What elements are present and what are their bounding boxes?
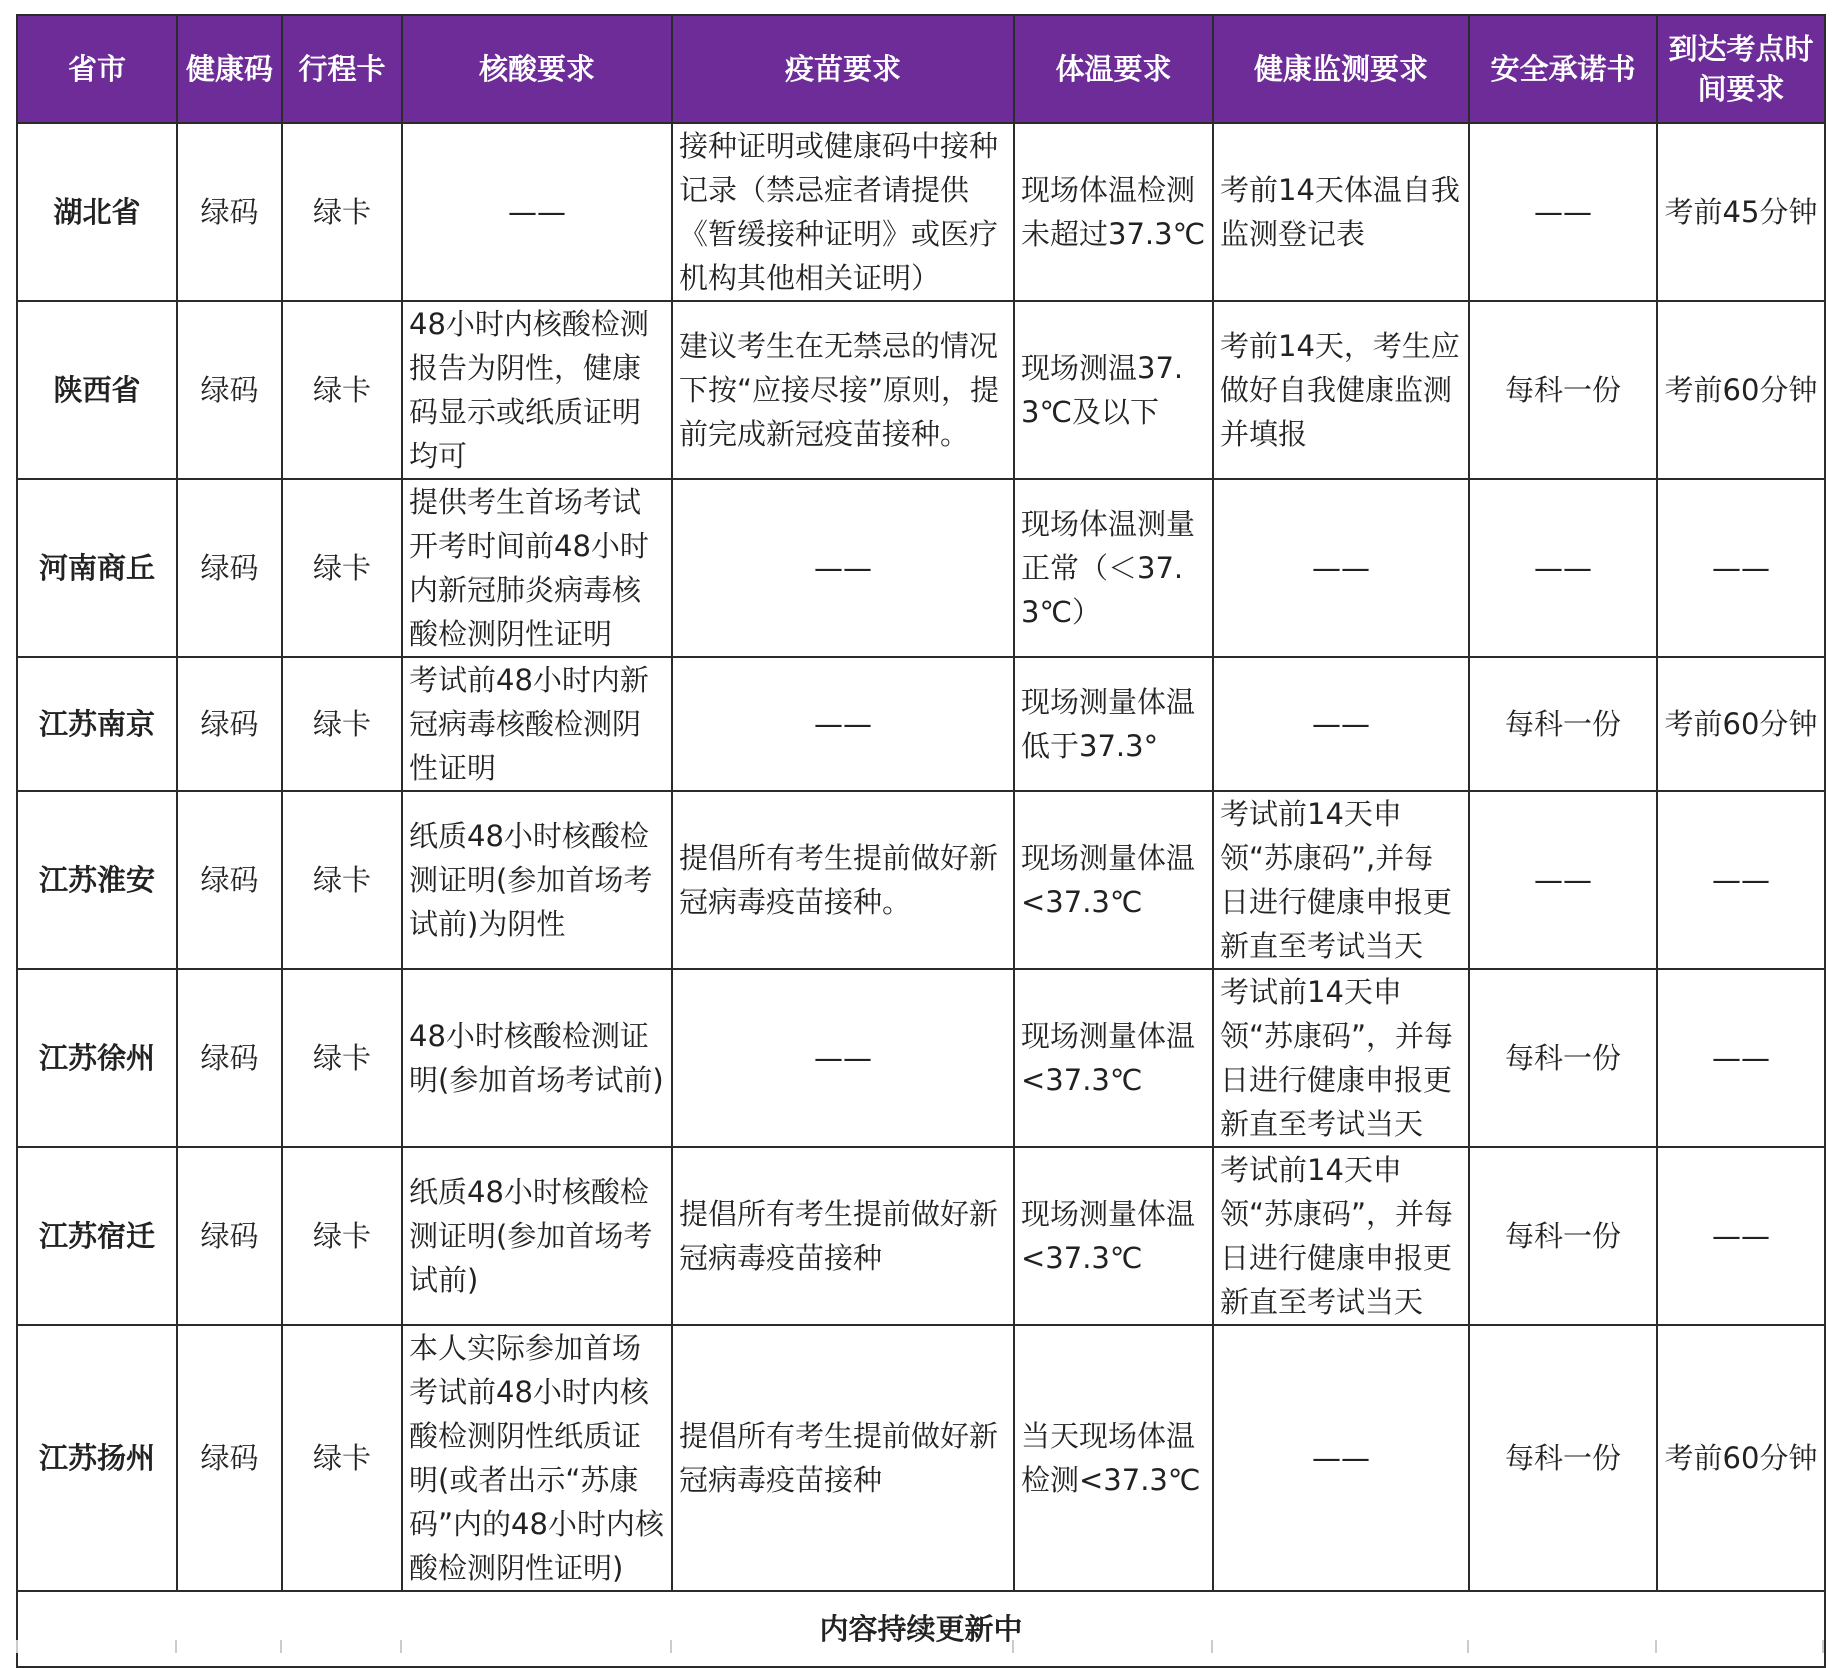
cell-monitoring: —— (1213, 479, 1469, 657)
cell-province: 陕西省 (17, 301, 177, 479)
cell-health-code: 绿码 (177, 301, 282, 479)
cell-temperature: 现场测量体温低于37.3° (1014, 657, 1213, 791)
cell-health-code: 绿码 (177, 657, 282, 791)
cell-province: 江苏徐州 (17, 969, 177, 1147)
cell-arrival: —— (1657, 479, 1825, 657)
cell-health-code: 绿码 (177, 791, 282, 969)
cell-monitoring: 考试前14天申领“苏康码”，并每日进行健康申报更新直至考试当天 (1213, 969, 1469, 1147)
cell-monitoring: 考前14天体温自我监测登记表 (1213, 123, 1469, 301)
cell-temperature: 当天现场体温检测<37.3℃ (1014, 1325, 1213, 1591)
cell-nucleic: 提供考生首场考试开考时间前48小时内新冠肺炎病毒核酸检测阴性证明 (402, 479, 672, 657)
cell-temperature: 现场测量体温<37.3℃ (1014, 969, 1213, 1147)
bottom-gridline-strip (16, 1640, 1824, 1653)
cell-monitoring: —— (1213, 657, 1469, 791)
cell-arrival: 考前60分钟 (1657, 657, 1825, 791)
cell-health-code: 绿码 (177, 479, 282, 657)
cell-monitoring: 考试前14天申领“苏康码”，并每日进行健康申报更新直至考试当天 (1213, 1147, 1469, 1325)
cell-arrival: —— (1657, 791, 1825, 969)
requirements-table-wrapper (16, 14, 1824, 1668)
cell-commitment: 每科一份 (1469, 969, 1657, 1147)
cell-commitment: 每科一份 (1469, 1147, 1657, 1325)
cell-vaccine: 提倡所有考生提前做好新冠病毒疫苗接种 (672, 1325, 1014, 1591)
cell-province: 河南商丘 (17, 479, 177, 657)
header-temperature: 体温要求 (1014, 15, 1213, 123)
cell-commitment: —— (1469, 123, 1657, 301)
cell-province: 江苏淮安 (17, 791, 177, 969)
cell-commitment: —— (1469, 791, 1657, 969)
table-row (17, 301, 1825, 479)
cell-province: 江苏南京 (17, 657, 177, 791)
cell-health-code: 绿码 (177, 1147, 282, 1325)
cell-temperature: 现场测量体温<37.3℃ (1014, 791, 1213, 969)
header-vaccine: 疫苗要求 (672, 15, 1014, 123)
cell-itinerary-card: 绿卡 (282, 791, 402, 969)
cell-arrival: —— (1657, 969, 1825, 1147)
cell-health-code: 绿码 (177, 969, 282, 1147)
table-row (17, 1147, 1825, 1325)
cell-itinerary-card: 绿卡 (282, 479, 402, 657)
cell-itinerary-card: 绿卡 (282, 301, 402, 479)
cell-province: 江苏扬州 (17, 1325, 177, 1591)
cell-arrival: 考前45分钟 (1657, 123, 1825, 301)
cell-monitoring: 考前14天，考生应做好自我健康监测并填报 (1213, 301, 1469, 479)
cell-nucleic: 考试前48小时内新冠病毒核酸检测阴性证明 (402, 657, 672, 791)
header-commitment: 安全承诺书 (1469, 15, 1657, 123)
table-row (17, 657, 1825, 791)
cell-vaccine: 提倡所有考生提前做好新冠病毒疫苗接种 (672, 1147, 1014, 1325)
footer-note: 内容持续更新中 (17, 1591, 1825, 1667)
cell-itinerary-card: 绿卡 (282, 123, 402, 301)
cell-nucleic: 纸质48小时核酸检测证明(参加首场考试前)为阴性 (402, 791, 672, 969)
cell-itinerary-card: 绿卡 (282, 1325, 402, 1591)
header-arrival: 到达考点时间要求 (1657, 15, 1825, 123)
header-monitoring: 健康监测要求 (1213, 15, 1469, 123)
cell-vaccine: —— (672, 479, 1014, 657)
cell-vaccine: 提倡所有考生提前做好新冠病毒疫苗接种。 (672, 791, 1014, 969)
cell-vaccine: 建议考生在无禁忌的情况下按“应接尽接”原则，提前完成新冠疫苗接种。 (672, 301, 1014, 479)
cell-commitment: 每科一份 (1469, 657, 1657, 791)
cell-monitoring: 考试前14天申领“苏康码”,并每日进行健康申报更新直至考试当天 (1213, 791, 1469, 969)
exam-requirements-table (16, 14, 1826, 1668)
cell-commitment: —— (1469, 479, 1657, 657)
cell-vaccine: 接种证明或健康码中接种记录（禁忌症者请提供《暂缓接种证明》或医疗机构其他相关证明） (672, 123, 1014, 301)
cell-commitment: 每科一份 (1469, 301, 1657, 479)
table-row (17, 969, 1825, 1147)
cell-health-code: 绿码 (177, 1325, 282, 1591)
cell-arrival: 考前60分钟 (1657, 301, 1825, 479)
table-row (17, 1325, 1825, 1591)
cell-vaccine: —— (672, 657, 1014, 791)
table-row (17, 123, 1825, 301)
header-itinerary-card: 行程卡 (282, 15, 402, 123)
cell-nucleic: 纸质48小时核酸检测证明(参加首场考试前) (402, 1147, 672, 1325)
header-province: 省市 (17, 15, 177, 123)
footer-row (17, 1591, 1825, 1667)
cell-province: 江苏宿迁 (17, 1147, 177, 1325)
cell-temperature: 现场体温检测未超过37.3℃ (1014, 123, 1213, 301)
header-nucleic: 核酸要求 (402, 15, 672, 123)
header-health-code: 健康码 (177, 15, 282, 123)
cell-itinerary-card: 绿卡 (282, 1147, 402, 1325)
cell-nucleic: 本人实际参加首场考试前48小时内核酸检测阴性纸质证明(或者出示“苏康码”内的48小时内核酸检测阴性证明) (402, 1325, 672, 1591)
cell-temperature: 现场体温测量正常（＜37.3℃） (1014, 479, 1213, 657)
table-header-row (17, 15, 1825, 123)
cell-temperature: 现场测量体温<37.3℃ (1014, 1147, 1213, 1325)
cell-arrival: 考前60分钟 (1657, 1325, 1825, 1591)
cell-vaccine: —— (672, 969, 1014, 1147)
cell-nucleic: 48小时核酸检测证明(参加首场考试前) (402, 969, 672, 1147)
cell-arrival: —— (1657, 1147, 1825, 1325)
table-row (17, 479, 1825, 657)
cell-itinerary-card: 绿卡 (282, 657, 402, 791)
cell-commitment: 每科一份 (1469, 1325, 1657, 1591)
table-row (17, 791, 1825, 969)
cell-temperature: 现场测温37.3℃及以下 (1014, 301, 1213, 479)
cell-province: 湖北省 (17, 123, 177, 301)
cell-health-code: 绿码 (177, 123, 282, 301)
cell-monitoring: —— (1213, 1325, 1469, 1591)
cell-nucleic: 48小时内核酸检测报告为阴性，健康码显示或纸质证明均可 (402, 301, 672, 479)
cell-itinerary-card: 绿卡 (282, 969, 402, 1147)
cell-nucleic: —— (402, 123, 672, 301)
